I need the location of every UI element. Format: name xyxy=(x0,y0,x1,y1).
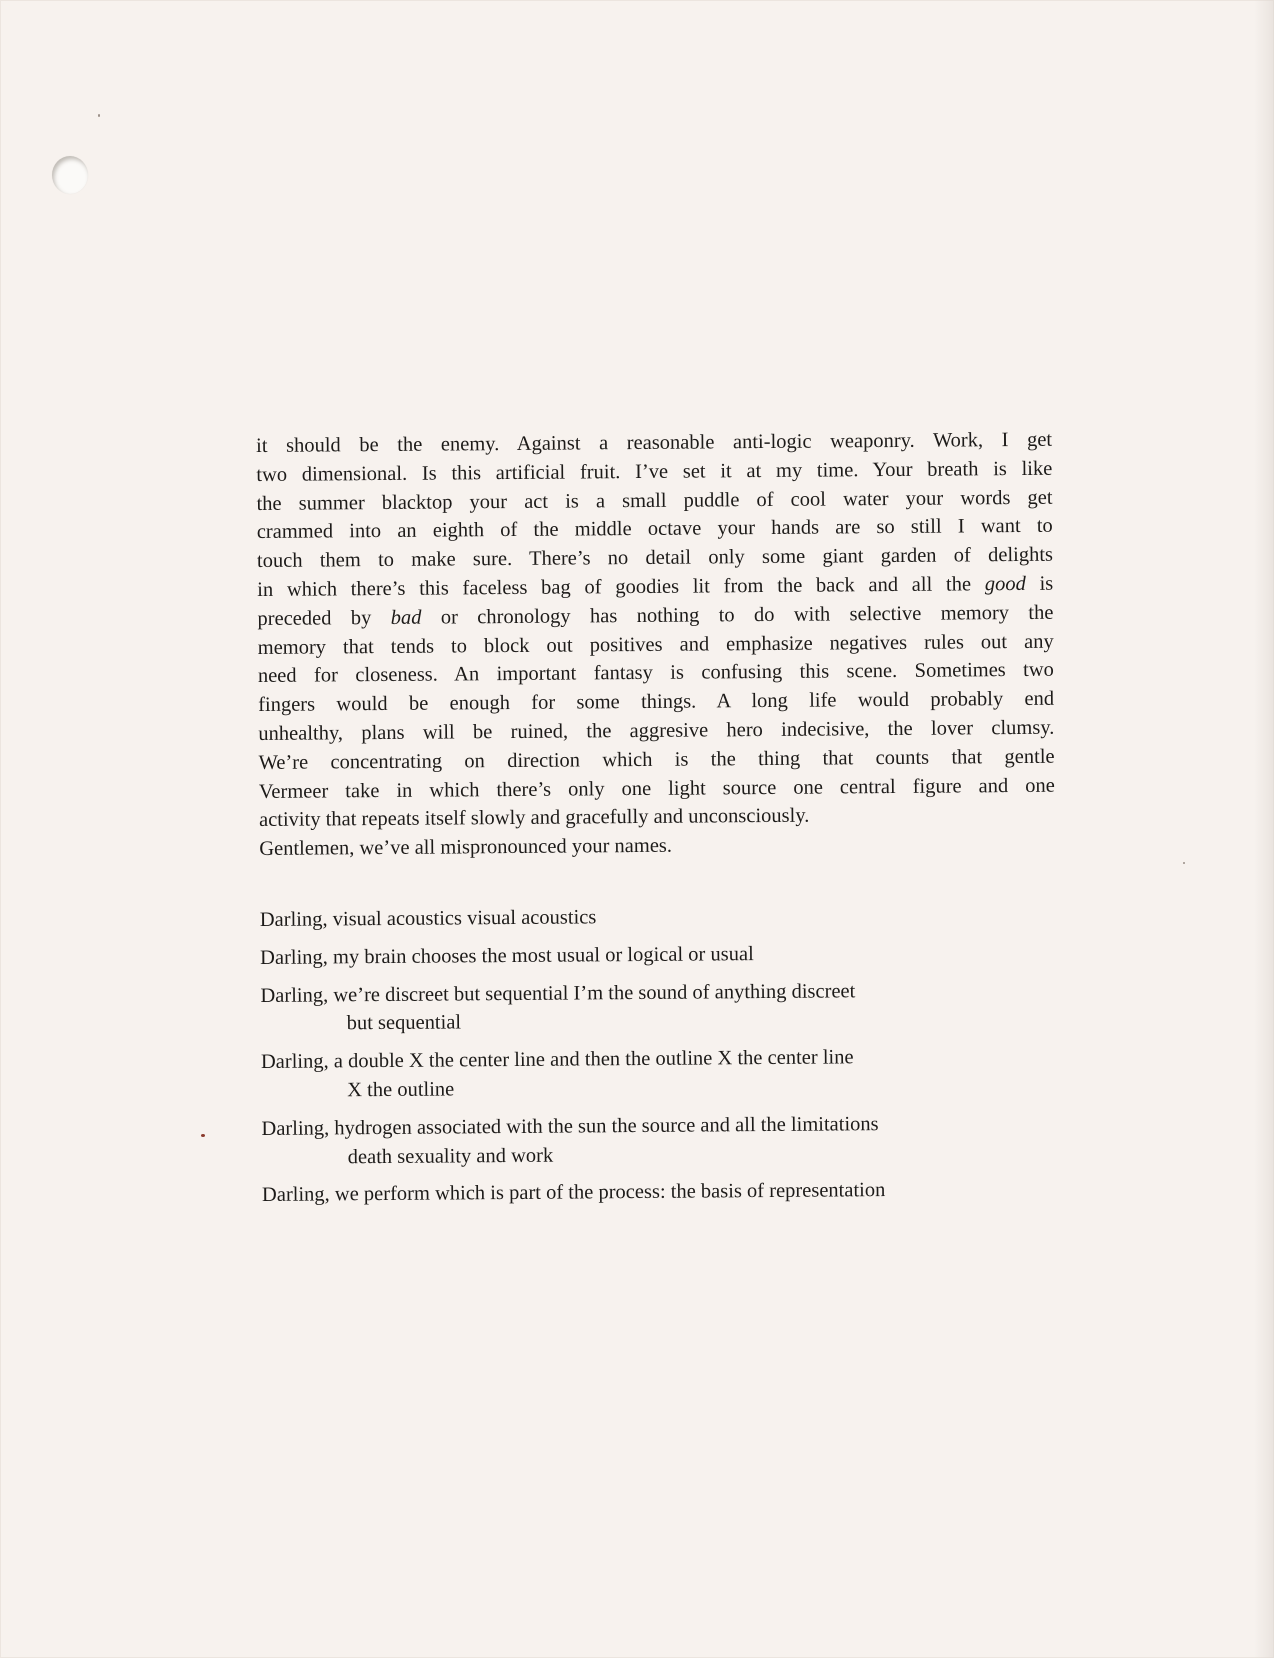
text-run: or chronology has nothing to do with selective memory the xyxy=(421,601,1054,629)
darling-stanza xyxy=(260,975,1056,1039)
stanza-line: Darling, a double X the center line and then the outline X the center line xyxy=(260,1046,854,1074)
text-run: in which there’s this faceless bag of goodies lit from the back and all the xyxy=(257,573,985,601)
stanza-line: Darling, we perform which is part of the process: the basis of representation xyxy=(261,1179,886,1207)
text-run: Vermeer take in which there’s only one light source one central figure and one xyxy=(258,774,1055,803)
darling-stanza xyxy=(261,1108,1057,1172)
page-text xyxy=(256,426,1058,1219)
text-run: We’re concentrating on direction which is the thing that counts that gentle xyxy=(258,745,1055,774)
text-run: two dimensional. Is this artificial fruit. I’ve set it at my time. Your breath is like xyxy=(256,457,1053,486)
punch-hole xyxy=(52,156,88,194)
darling-stanza xyxy=(260,937,1056,972)
text-run: preceded by xyxy=(257,606,391,630)
darling-stanzas xyxy=(260,900,1058,1210)
paper-speck xyxy=(1183,862,1185,864)
prose-paragraph xyxy=(256,426,1055,835)
stanza-continuation: but sequential xyxy=(346,1011,462,1035)
text-run: fingers would be enough for some things. A long life would probably end xyxy=(258,687,1055,717)
darling-stanza xyxy=(261,1042,1057,1106)
text-run: it should be the enemy. Against a reasonable anti-logic weaponry. Work, I get xyxy=(256,428,1053,457)
text-run: memory that tends to block out positives and emphasize negatives rules out any xyxy=(257,630,1054,659)
text-run: unhealthy, plans will be ruined, the aggresive hero indecisive, the lover clumsy. xyxy=(258,716,1055,745)
paper-speck xyxy=(201,1134,205,1137)
italic-word: good xyxy=(984,572,1026,596)
stanza-line: Darling, we’re discreet but sequential I’m the sound of anything discreet xyxy=(260,979,856,1007)
stanza-continuation: X the outline xyxy=(347,1078,455,1102)
paper-speck xyxy=(98,114,100,117)
stanza-continuation: death sexuality and work xyxy=(347,1144,554,1168)
stanza-line: Darling, my brain chooses the most usual or logical or usual xyxy=(260,942,754,969)
text-run: is xyxy=(1025,572,1054,595)
text-run: crammed into an eighth of the middle octave your hands are so still I want to xyxy=(256,515,1053,544)
stanza-line: Darling, visual acoustics visual acoustics xyxy=(259,906,597,931)
text-run: touch them to make sure. There’s no detail only some giant garden of delights xyxy=(256,543,1054,573)
italic-word: bad xyxy=(390,606,422,629)
text-run: need for closeness. An important fantasy is confusing this scene. Sometimes two xyxy=(257,659,1054,688)
darling-stanza xyxy=(260,900,1056,935)
text-run: activity that repeats itself slowly and gracefully and unconsciously. xyxy=(258,805,810,832)
stanza-line: Darling, hydrogen associated with the sun the source and all the limitations xyxy=(261,1112,879,1140)
text-run: the summer blacktop your act is a small puddle of cool water your words get xyxy=(256,486,1053,515)
darling-stanza xyxy=(262,1175,1058,1210)
closing-line: Gentlemen, we’ve all mispronounced your names. xyxy=(259,834,673,861)
